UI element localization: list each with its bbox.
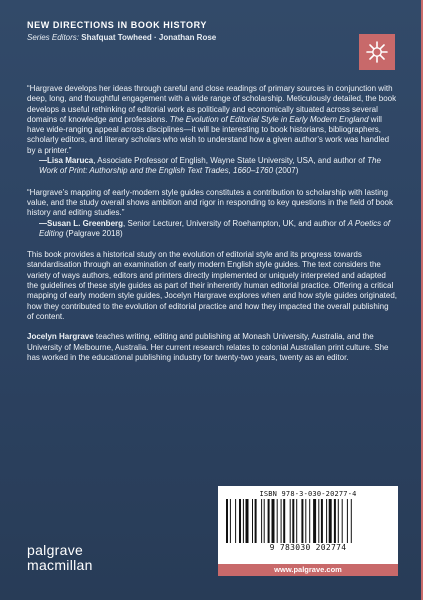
barcode-bar — [246, 499, 249, 543]
isbn-text: ISBN 978-3-030-20277-4 — [259, 490, 357, 498]
quote-1-attribution — [27, 156, 397, 177]
author-bio — [27, 332, 397, 363]
quote-2-text: “Hargrave’s mapping of early-modern style guides constitutes a contribution to scholarship with lasting value, and the study overall shows ambition and rigor in responding to key questions in the field of book history and editing studies.” — [27, 187, 393, 218]
barcode-bar — [283, 499, 285, 543]
publisher-logo — [27, 543, 93, 573]
barcode-bar — [309, 499, 310, 543]
publisher-website: www.palgrave.com — [218, 564, 398, 576]
quote-2-attribution — [27, 219, 397, 240]
quote-2 — [27, 188, 397, 219]
barcode-bar — [252, 499, 253, 543]
quote-1 — [27, 84, 397, 156]
barcode-bar — [329, 499, 332, 543]
series-editors — [27, 33, 357, 42]
quote-2-role: , Senior Lecturer, University of Roehampton, UK, and author of — [123, 218, 348, 228]
author-name: Jocelyn Hargrave — [27, 332, 94, 342]
barcode-bar — [326, 499, 327, 543]
quote-1-year: (2007) — [273, 166, 299, 176]
barcode-bar — [235, 499, 236, 543]
quote-2-author-book: A Poetics of Editing — [39, 218, 390, 238]
barcode-bar — [347, 499, 348, 543]
publisher-line-2: macmillan — [27, 557, 93, 573]
back-cover-copy — [27, 84, 397, 363]
book-description: This book provides a historical study on the evolution of editorial style and its progress towards standardisation through an examination of early modern English style guides. The text considers the variety of ways authors, editors and printers directly implemented or uniquely interpreted and adapted the guidelines of these style guides as part of their inherently human editorial practice. Offering a critical mapping of early modern style guides, Jocelyn Hargrave explores when and how style guides originated, how they contributed to the evolution of editorial practice and how they impacted the overall publishing of content. — [27, 250, 397, 321]
quote-2-year: (Palgrave 2018) — [63, 228, 123, 238]
quote-2-author: —Susan L. Greenberg — [39, 218, 124, 228]
barcode-bar — [301, 499, 303, 543]
quote-1-role: , Associate Professor of English, Wayne State University, USA, and author of — [93, 156, 368, 166]
barcode-panel — [218, 486, 398, 570]
barcode-bar — [321, 499, 323, 543]
barcode-bar — [296, 499, 297, 543]
barcode-bar — [255, 499, 257, 543]
barcode-bar — [226, 499, 228, 543]
barcode-bar — [281, 499, 282, 543]
barcode-bar — [264, 499, 265, 543]
quote-1-text-rest: will have wide-ranging appeal across disciplines—it will be interesting to book historians, bibliographers, scholarly editors, and literary scholars who wish to understand how a given author’s work was handled by a printer.” — [27, 114, 390, 155]
author-bio-text: teaches writing, editing and publishing at Monash University, Australia, and the University of Melbourne, Australia. Her current research relates to colonial Australian print culture. She has worked in the educational publishing industry for twenty-two years, twenty as an editor. — [27, 332, 389, 362]
quote-1-book-title: The Evolution of Editorial Style in Early Modern England — [169, 114, 369, 124]
quote-1-text: “Hargrave develops her ideas through careful and close readings of primary sources in conjunction with deep, long, and thoughtful engagement with a wide range of scholarship. Meticulously detailed, the book develops a useful rethinking of editorial work as politically and economically situated across several domains of knowledge and professions. — [27, 84, 397, 124]
publisher-line-1: palgrave — [27, 542, 84, 558]
barcode-bar — [239, 499, 241, 543]
quote-1-author-book: The Work of Print: Authorship and the English Text Trades, 1660–1760 — [39, 156, 381, 176]
barcode-bar — [272, 499, 275, 543]
barcode-bar — [351, 499, 352, 543]
barcode-bar — [292, 499, 294, 543]
barcode-bar — [338, 499, 339, 543]
barcode-bar — [334, 499, 336, 543]
series-header — [27, 20, 357, 42]
barcode-icon — [226, 499, 390, 543]
barcode-bar — [261, 499, 262, 543]
barcode-bar — [277, 499, 278, 543]
series-editors-label: Series Editors: — [27, 33, 80, 42]
barcode-bar — [230, 499, 231, 543]
barcode-bar — [268, 499, 270, 543]
series-editors-names: Shafquat Towheed · Jonathan Rose — [81, 33, 217, 42]
barcode-bar — [305, 499, 306, 543]
barcode-number: 9 783030 202774 — [269, 543, 347, 552]
barcode-bar — [290, 499, 291, 543]
barcode-bar — [318, 499, 319, 543]
barcode-bar — [342, 499, 343, 543]
series-title: NEW DIRECTIONS IN BOOK HISTORY — [27, 20, 208, 30]
quote-1-author: —Lisa Maruca — [39, 156, 94, 166]
palgrave-star-icon — [359, 34, 395, 70]
barcode-bar — [313, 499, 316, 543]
barcode-bar — [243, 499, 244, 543]
